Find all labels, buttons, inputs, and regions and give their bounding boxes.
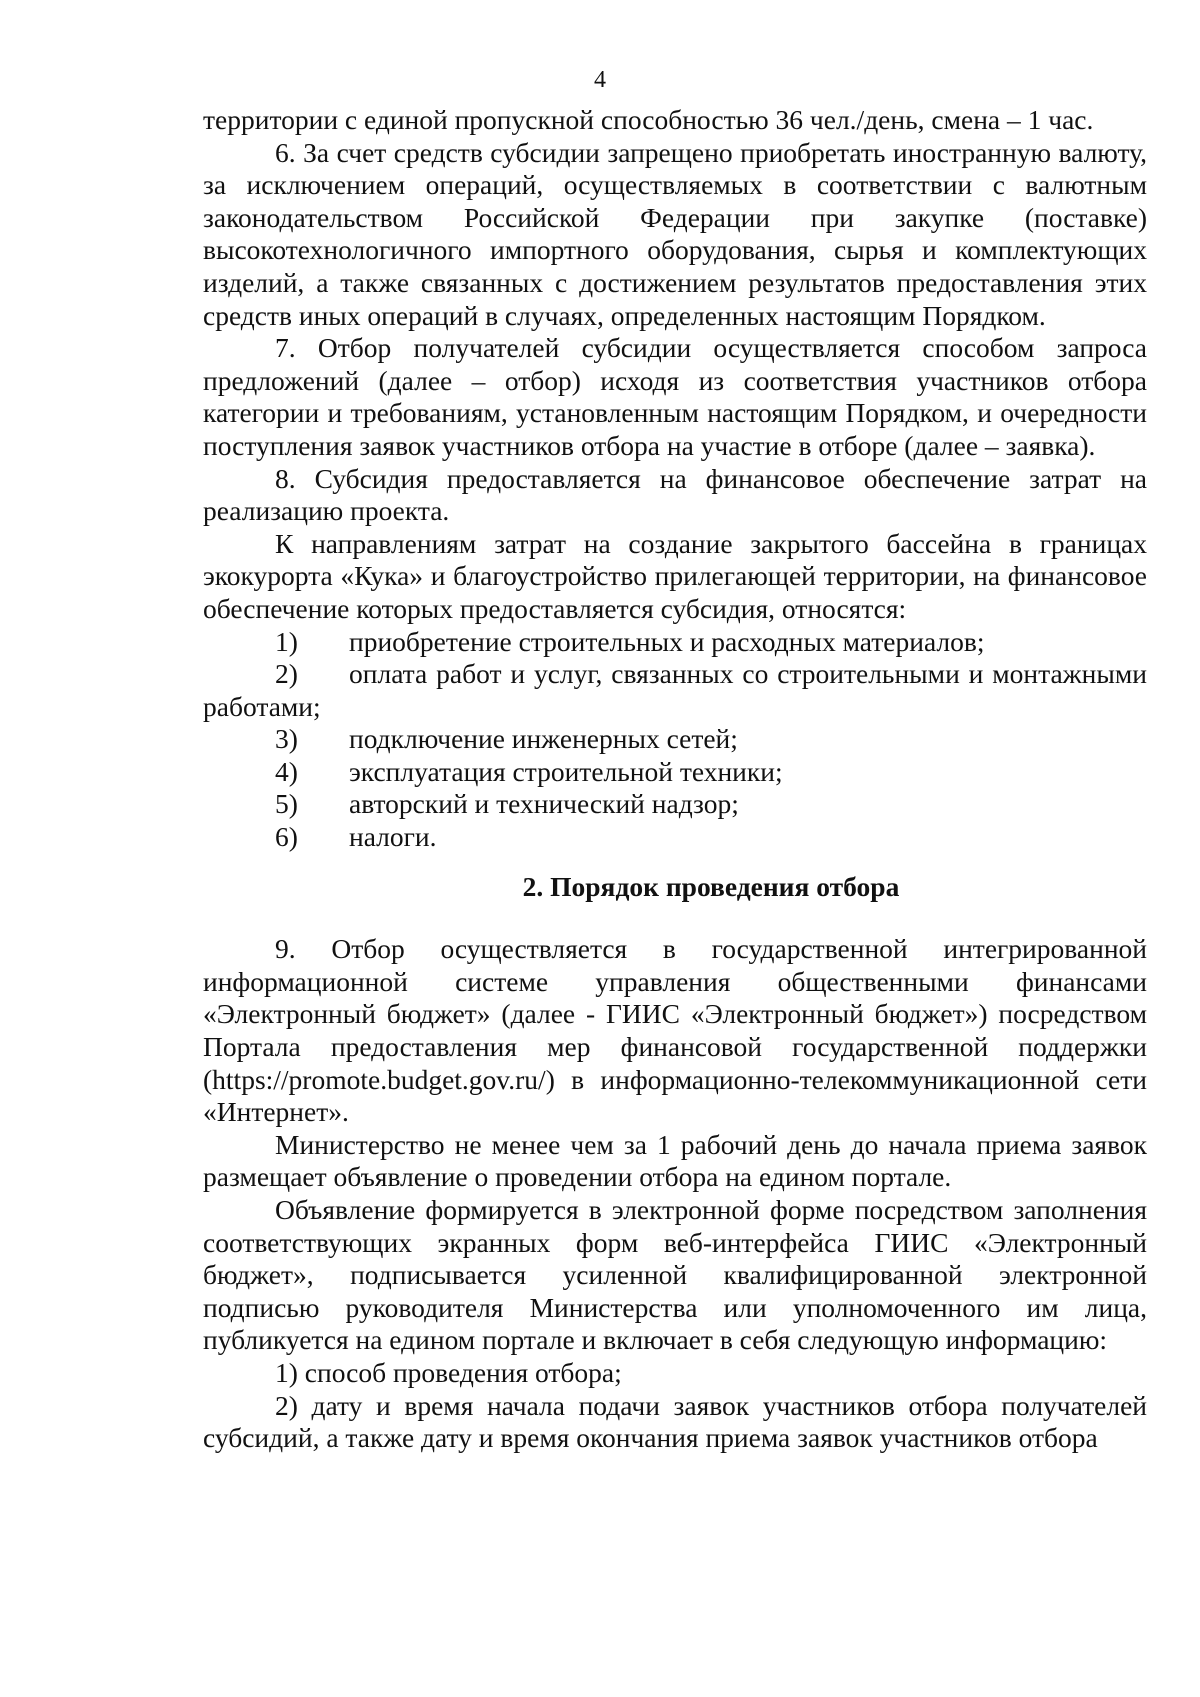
list-item	[203, 723, 1147, 756]
list-item-text: оплата работ и услуг, связанных со строительными и монтажными работами;	[203, 658, 1147, 722]
paragraph-info-item-1: 1) способ проведения отбора;	[275, 1356, 622, 1388]
paragraph-item-8: 8. Субсидия предоставляется на финансовое обеспечение затрат на реализацию проекта.	[203, 462, 1147, 527]
list-item-text: авторский и технический надзор;	[349, 788, 739, 820]
section-heading: 2. Порядок проведения отбора	[522, 870, 900, 902]
page-number: 4	[594, 67, 606, 93]
paragraph-cost-directions: К направлениям затрат на создание закрытого бассейна в границах экокурорта «Кука» и благоустройство прилегающей территории, на финансовое обеспечение которых предоставляется субсидия, относятся:	[203, 527, 1147, 624]
list-item-text: налоги.	[349, 821, 437, 853]
paragraph-announcement-form: Объявление формируется в электронной форме посредством заполнения соответствующих экранных форм веб-интерфейса ГИИС «Электронный бюджет», подписывается усиленной квалифицированной электронной подписью руководителя Министерства или уполномоченного им лица, публикуется на едином портале и включает в себя следующую информацию:	[203, 1194, 1147, 1356]
list-item	[203, 821, 1147, 854]
list-item-text: подключение инженерных сетей;	[349, 723, 738, 755]
list-item-number: 5)	[275, 788, 298, 820]
list-item-number: 1)	[275, 625, 298, 657]
list-item-number: 2)	[275, 658, 298, 690]
list-item	[203, 788, 1147, 821]
list-item-text: эксплуатация строительной техники;	[349, 755, 783, 787]
list-item	[203, 626, 1147, 659]
list-item-text: приобретение строительных и расходных материалов;	[349, 625, 985, 657]
document-body	[203, 104, 1147, 1455]
paragraph-item-6: 6. За счет средств субсидии запрещено приобретать иностранную валюту, за исключением операций, осуществляемых в соответствии с валютным законодательством Российской Федерации при закупке (поставке) высокотехнологичного импортного оборудования, сырья и комплектующих изделий, а также связанных с достижением результатов предоставления этих средств иных операций в случаях, определенных настоящим Порядком.	[203, 136, 1147, 331]
paragraph-info-item-2: 2) дату и время начала подачи заявок участников отбора получателей субсидий, а также дату и время окончания приема заявок участников отбора	[203, 1389, 1147, 1454]
paragraph-continuation: территории с единой пропускной способностью 36 чел./день, смена – 1 час.	[203, 104, 1094, 135]
paragraph-item-9: 9. Отбор осуществляется в государственной интегрированной информационной системе управления общественными финансами «Электронный бюджет» (далее - ГИИС «Электронный бюджет») посредством Портала предоставления мер финансовой государственной поддержки (https://promote.budget.gov.ru/) в информационно-телекоммуникационной сети «Интернет».	[203, 933, 1147, 1128]
list-item	[203, 756, 1147, 789]
list-item-number: 6)	[275, 821, 298, 853]
list-item	[203, 658, 1147, 723]
list-item-number: 3)	[275, 723, 298, 755]
paragraph-item-7: 7. Отбор получателей субсидии осуществляется способом запроса предложений (далее – отбор) исходя из соответствия участников отбора категории и требованиям, установленным настоящим Порядком, и очередности поступления заявок участников отбора на участие в отборе (далее – заявка).	[203, 332, 1147, 461]
paragraph-ministry-announcement: Министерство не менее чем за 1 рабочий день до начала приема заявок размещает объявление о проведении отбора на едином портале.	[203, 1128, 1147, 1193]
list-item-number: 4)	[275, 755, 298, 787]
